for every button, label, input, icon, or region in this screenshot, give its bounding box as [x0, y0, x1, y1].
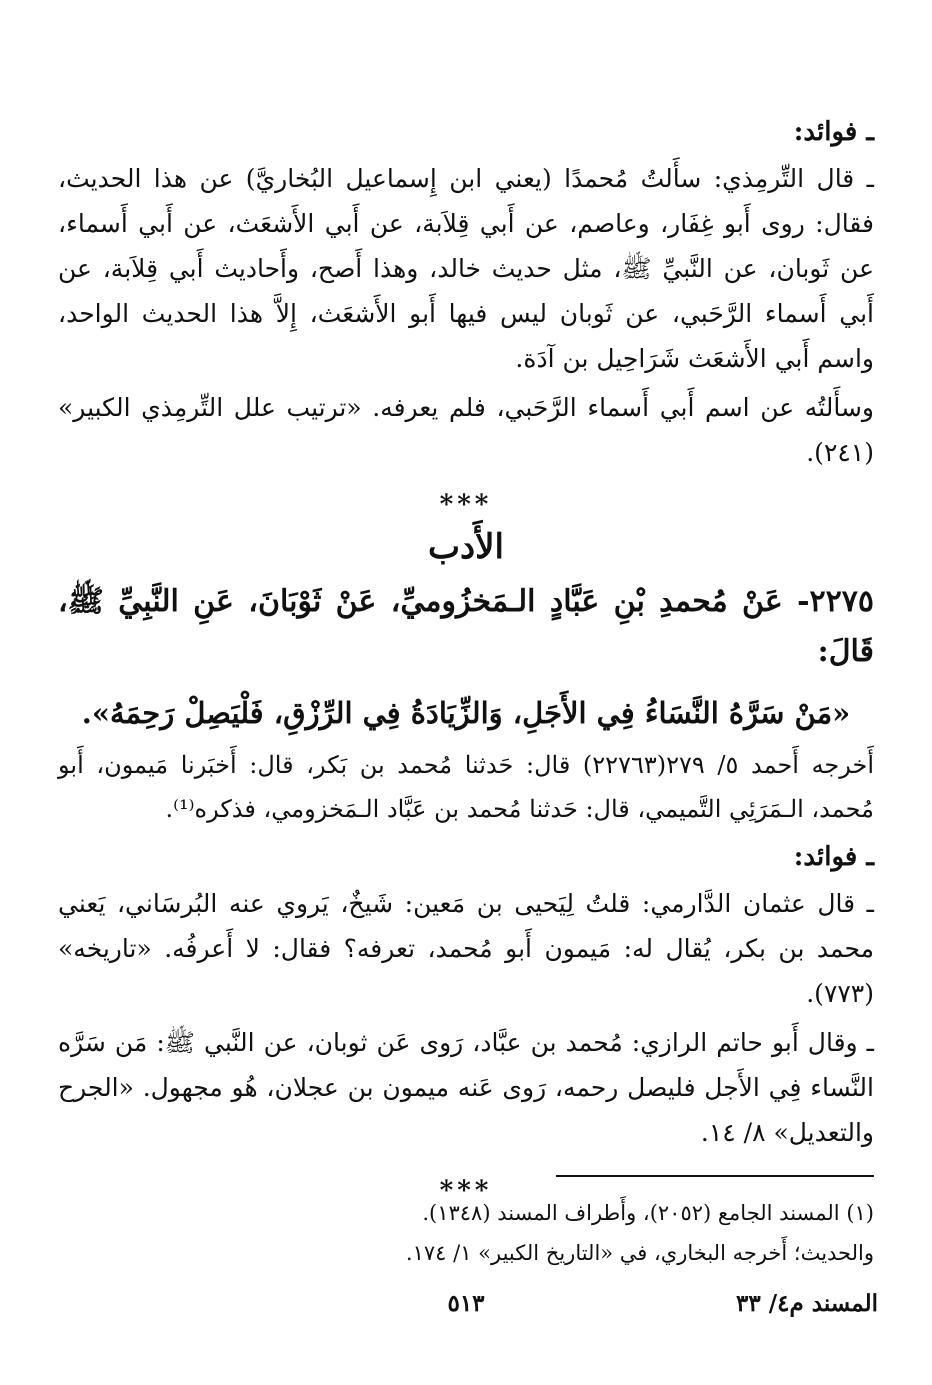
page-body: [58, 112, 874, 1209]
section-title: الأَدب: [428, 527, 504, 567]
hadith-isnad: ٢٢٧٥- عَنْ مُحمدِ بْنِ عَبَّادٍ الـمَخزُوميِّ، عَنْ ثَوْبَانَ، عَنِ النَّبِيِّ ﷺ، قَالَ:: [58, 584, 874, 669]
section-separator: ***: [439, 490, 493, 520]
end-separator: ***: [439, 1176, 493, 1206]
fawaid-heading-1: ـ فوائد:: [793, 117, 874, 147]
fawaid-2-paragraph-2: ـ وقال أَبو حاتم الرازي: مُحمد بن عبَّاد، رَوى عَن ثوبان، عن النَّبي ﷺ: مَن سَرَّه النَّساء فِي الأَجل فليصل رحمه، رَوى عَنه ميمون بن عجلان، هُو مجهول. «الجرح والتعديل» ٨/ ١٤.: [58, 1028, 874, 1147]
footnote-1-continued: والحديث؛ أَخرجه البخاري، في «التاريخ الكبير» ١/ ١٧٤.: [405, 1241, 874, 1265]
fawaid-2-paragraph-1: ـ قال عثمان الدَّارمي: قلتُ لِيَحيى بن مَعين: شَيخٌ، يَروي عنه البُرسَاني، يَعني محمد بن بكر، يُقال له: مَيمون أَبو مُحمد، تعرفه؟ فقال: لا أَعرفُه. «تاريخه» (٧٧٣).: [58, 889, 874, 1008]
hadith-matn: «مَنْ سَرَّهُ النَّسَاءُ فِي الأَجَلِ، وَالزِّيَادَةُ فِي الرِّزْقِ، فَلْيَصِلْ رَحِمَهُ».: [81, 696, 851, 730]
footnote-divider: [556, 1175, 874, 1177]
fawaid-1-paragraph-2: وسأَلتُه عن اسم أَبي أَسماء الرَّحَبي، فلم يعرفه. «ترتيب علل التِّرمِذي الكبير» (٢٤١).: [58, 393, 874, 467]
page-number: ٥١٣: [447, 1290, 485, 1317]
fawaid-1-paragraph-1: ـ قال التِّرمِذي: سأَلتُ مُحمدًا (يعني ابن إِسماعيل البُخاريَّ) عن هذا الحديث، فقال: روى أَبو غِفَار، وعاصم، عن أَبي قِلاَبة، عن أَبي الأَشعَث، عن أَبي أَسماء، عن ثَوبان، عن النَّبيِّ ﷺ، مثل حديث خالد، وهذا أَصح، وأَحاديث أَبي قِلاَبة، عن أَبي أَسماء الرَّحَبي، عن ثَوبان ليس فيها أَبو الأَشعَث، إِلاَّ هذا الحديث الواحد، واسم أَبي الأَشعَث شَرَاحِيل بن آدَة.: [58, 164, 874, 373]
fawaid-heading-2: ـ فوائد:: [793, 842, 874, 872]
hadith-takhrij: أَخرجه أَحمد ٥/ ٢٧٩(٢٢٧٦٣) قال: حَدثنا مُحمد بن بَكر، قال: أَخبَرنا مَيمون، أَبو مُحمد، الـمَرَئِي التَّميمي، قال: حَدثنا مُحمد بن عَبَّاد الـمَخزومي، فذكره⁽¹⁾.: [58, 751, 875, 823]
footnote-1: (١) المسند الجامع (٢٠٥٢)، وأَطراف المسند (١٣٤٨).: [422, 1201, 874, 1225]
footnotes: [58, 1193, 874, 1273]
signature-mark: المسند م٤/ ٣٣: [736, 1290, 878, 1317]
